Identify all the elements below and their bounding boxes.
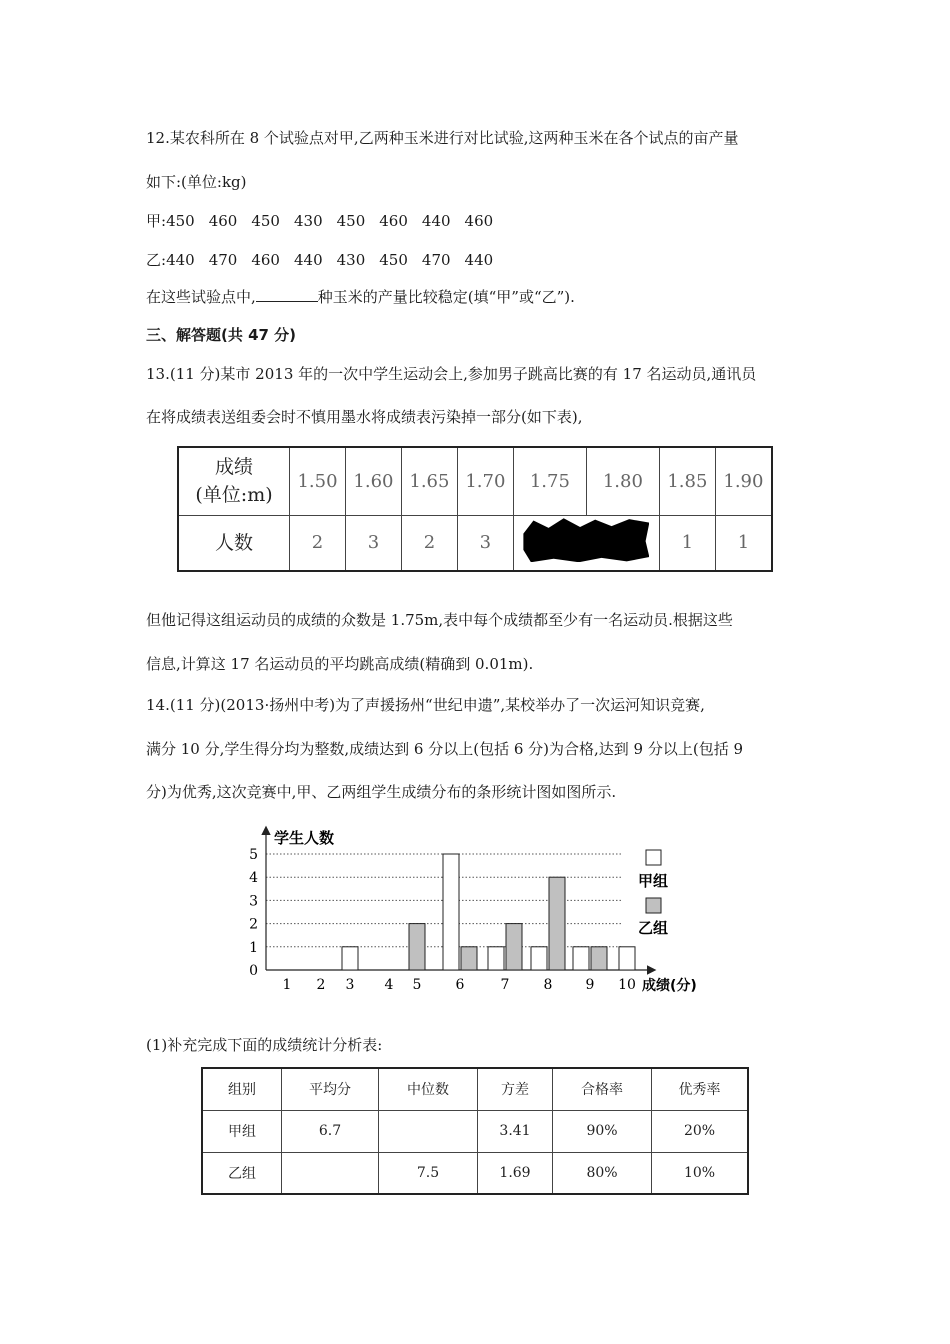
score-cell: 1.85 xyxy=(659,447,715,515)
table-cell: 20% xyxy=(652,1110,749,1152)
header-cell: 中位数 xyxy=(379,1068,478,1110)
jia-value: 460 xyxy=(208,212,238,230)
x-tick-label: 8 xyxy=(543,977,553,993)
score-cell: 1.65 xyxy=(401,447,457,515)
bar-yi xyxy=(409,924,425,970)
analysis-table xyxy=(201,1067,749,1195)
header-cell: 方差 xyxy=(478,1068,553,1110)
yi-value: 470 xyxy=(208,251,238,269)
yi-value: 430 xyxy=(336,251,366,269)
legend-swatch-jia xyxy=(646,850,661,865)
q12-line2: 如下:(单位:kg) xyxy=(146,173,247,191)
bar-yi xyxy=(549,877,565,970)
q12-jia-row xyxy=(146,211,507,231)
score-cell: 1.90 xyxy=(715,447,772,515)
score-cell: 1.60 xyxy=(345,447,401,515)
score-cell: 1.80 xyxy=(586,447,659,515)
table-cell: 10% xyxy=(652,1152,749,1194)
table-cell: 80% xyxy=(553,1152,652,1194)
q12-line5 xyxy=(146,287,575,307)
y-tick-label: 2 xyxy=(249,916,258,933)
answer-blank[interactable] xyxy=(256,287,318,302)
score-cell: 1.50 xyxy=(290,447,346,515)
count-cell: 2 xyxy=(401,515,457,571)
q12-line1: 12.某农科所在 8 个试验点对甲,乙两种玉米进行对比试验,这两种玉米在各个试点的亩产量 xyxy=(146,129,739,147)
yi-value: 450 xyxy=(379,251,408,269)
q14-sub1: (1)补充完成下面的成绩统计分析表: xyxy=(146,1036,383,1054)
legend-label-yi: 乙组 xyxy=(638,919,669,937)
header-cell: 平均分 xyxy=(282,1068,379,1110)
q13-line2: 在将成绩表送组委会时不慎用墨水将成绩表污染掉一部分(如下表), xyxy=(146,408,583,426)
jia-value: 450 xyxy=(166,212,195,230)
section-heading: 三、解答题(共 47 分) xyxy=(146,326,297,344)
score-header-line1: 成绩 xyxy=(214,456,253,479)
legend-swatch-yi xyxy=(646,898,661,913)
yi-value: 460 xyxy=(251,251,280,269)
table-cell: 90% xyxy=(553,1110,652,1152)
q14-line3: 分)为优秀,这次竞赛中,甲、乙两组学生成绩分布的条形统计图如图所示. xyxy=(146,783,617,801)
score-cell: 1.75 xyxy=(513,447,586,515)
table-cell: 3.41 xyxy=(478,1110,553,1152)
q14-line2: 满分 10 分,学生得分均为整数,成绩达到 6 分以上(包括 6 分)为合格,达到 9 分以上(包括 9 xyxy=(146,740,744,758)
q12-line5-post: 种玉米的产量比较稳定(填“甲”或“乙”). xyxy=(317,288,575,306)
x-tick-label: 5 xyxy=(412,977,422,993)
ink-stain-cell xyxy=(513,515,659,571)
table-cell-blank[interactable] xyxy=(282,1152,379,1194)
table-cell: 乙组 xyxy=(202,1152,282,1194)
x-tick-label: 7 xyxy=(500,977,510,993)
bar-jia xyxy=(573,947,589,970)
bar-jia xyxy=(531,947,547,970)
count-cell: 1 xyxy=(659,515,715,571)
yi-value: 440 xyxy=(293,251,323,269)
x-tick-label: 3 xyxy=(345,977,355,993)
y-tick-label: 0 xyxy=(249,963,258,979)
bar-jia xyxy=(488,947,504,970)
count-cell: 1 xyxy=(715,515,772,571)
score-bar-chart xyxy=(240,822,720,998)
jia-value: 450 xyxy=(251,212,280,230)
x-axis-label: 成绩(分) xyxy=(642,978,697,994)
yi-label: 乙: xyxy=(146,251,167,269)
count-header: 人数 xyxy=(178,515,290,571)
high-jump-table xyxy=(177,446,773,572)
bar-jia xyxy=(443,854,459,970)
score-header-line2: (单位:m) xyxy=(195,484,273,507)
header-cell: 合格率 xyxy=(553,1068,652,1110)
jia-label: 甲: xyxy=(146,212,167,230)
yi-value: 470 xyxy=(421,251,451,269)
jia-value: 450 xyxy=(336,212,366,230)
q12-yi-row xyxy=(146,250,507,270)
y-tick-label: 1 xyxy=(249,939,258,956)
x-tick-label: 9 xyxy=(585,977,595,993)
table-cell: 7.5 xyxy=(379,1152,478,1194)
bar-jia xyxy=(619,947,635,970)
q12-line5-pre: 在这些试验点中, xyxy=(146,288,256,306)
y-axis-label: 学生人数 xyxy=(274,829,335,847)
count-cell: 2 xyxy=(290,515,346,571)
y-tick-label: 4 xyxy=(249,870,258,887)
bar-jia xyxy=(342,947,358,970)
table-cell: 1.69 xyxy=(478,1152,553,1194)
x-tick-label: 4 xyxy=(384,977,394,993)
count-cell: 3 xyxy=(345,515,401,571)
score-cell: 1.70 xyxy=(457,447,513,515)
bar-yi xyxy=(591,947,607,970)
jia-value: 460 xyxy=(464,212,494,230)
x-tick-label: 6 xyxy=(455,977,465,993)
q14-line1: 14.(11 分)(2013·扬州中考)为了声援扬州“世纪申遗”,某校举办了一次运河知识竞赛, xyxy=(146,696,705,714)
jia-value: 440 xyxy=(421,212,451,230)
score-header xyxy=(178,447,290,515)
legend-label-jia: 甲组 xyxy=(638,872,669,890)
table-cell-blank[interactable] xyxy=(379,1110,478,1152)
yi-value: 440 xyxy=(464,251,494,269)
q13-line1: 13.(11 分)某市 2013 年的一次中学生运动会上,参加男子跳高比赛的有 17 名运动员,通讯员 xyxy=(146,365,757,383)
bar-yi xyxy=(506,924,522,970)
q13-line3: 但他记得这组运动员的成绩的众数是 1.75m,表中每个成绩都至少有一名运动员.根据这些 xyxy=(146,611,733,629)
jia-value: 460 xyxy=(379,212,408,230)
table-cell: 6.7 xyxy=(282,1110,379,1152)
q13-line4: 信息,计算这 17 名运动员的平均跳高成绩(精确到 0.01m). xyxy=(146,655,534,673)
jia-value: 430 xyxy=(293,212,323,230)
x-tick-label: 10 xyxy=(618,977,636,993)
x-tick-label: 1 xyxy=(282,977,292,993)
y-tick-label: 3 xyxy=(249,893,258,910)
header-cell: 优秀率 xyxy=(652,1068,749,1110)
ink-stain xyxy=(523,518,649,562)
table-cell: 甲组 xyxy=(202,1110,282,1152)
count-cell: 3 xyxy=(457,515,513,571)
bar-yi xyxy=(461,947,477,970)
yi-value: 440 xyxy=(166,251,195,269)
y-tick-label: 5 xyxy=(249,847,258,863)
x-tick-label: 2 xyxy=(316,977,326,993)
header-cell: 组别 xyxy=(202,1068,282,1110)
